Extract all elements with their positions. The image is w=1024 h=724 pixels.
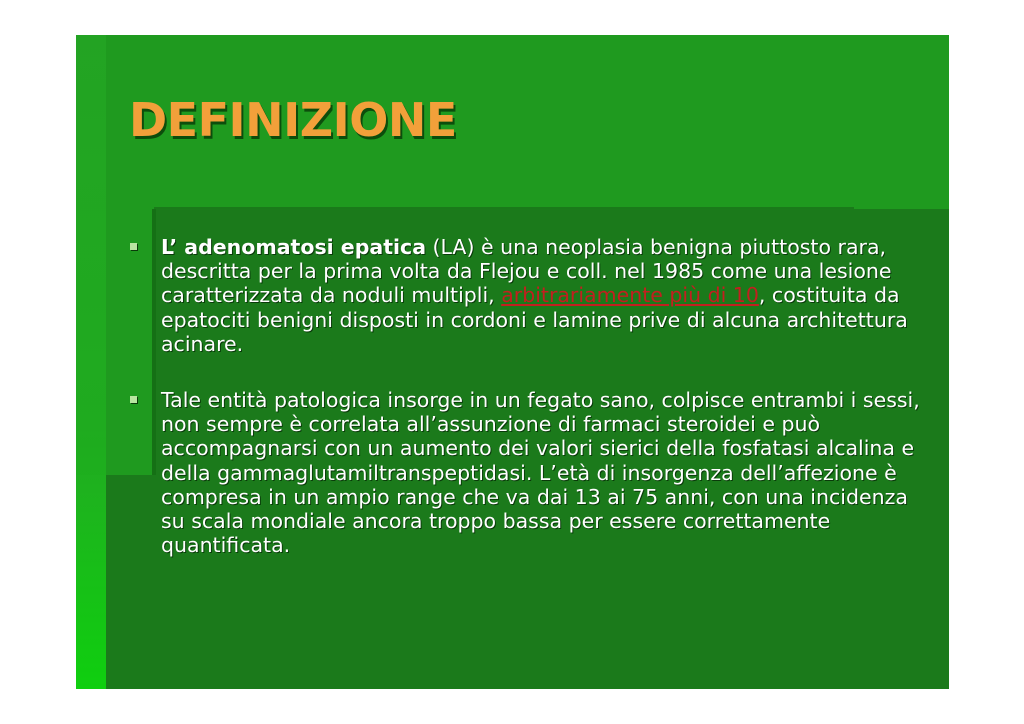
square-bullet-icon [130,396,137,403]
slide [76,35,949,689]
lower-accent-strip [76,475,106,689]
highlight-text: arbitrariamente più di 10 [501,283,759,308]
slide-title: DEFINIZIONE [129,93,457,147]
term-adenomatosi-epatica: L’ adenomatosi epatica [161,235,427,259]
bullet-text: Tale entità patologica insorge in un fegato sano, colpisce entrambi i sessi, non sempre è correlata all’assunzione di farmaci steroidei e può accompagnarsi con un aumento dei valori sierici della fosfatasi alcalina e della gammaglutamiltranspeptidasi. L’età di insorgenza dell’affezione è compresa in un ampio range che va dai 13 ai 75 anni, con una incidenza su scala mondiale ancora troppo bassa per essere correttamente quantificata. [161,388,920,558]
bullet-text-part-1: (LA) è una neoplasia benigna piuttosto rara, descritta per la prima volta da Flejou e coll. nel 1985 come una lesione caratterizzata da noduli multipli, [161,235,892,308]
slide-body [126,235,926,557]
bullet-text-part-2: , costituita da epatociti benigni disposti in cordoni e lamine prive di alcuna architettura acinare. [161,283,908,356]
square-bullet-icon [130,243,137,250]
bullet-item-epidemiology [126,388,926,557]
bullet-item-definition [126,235,926,356]
